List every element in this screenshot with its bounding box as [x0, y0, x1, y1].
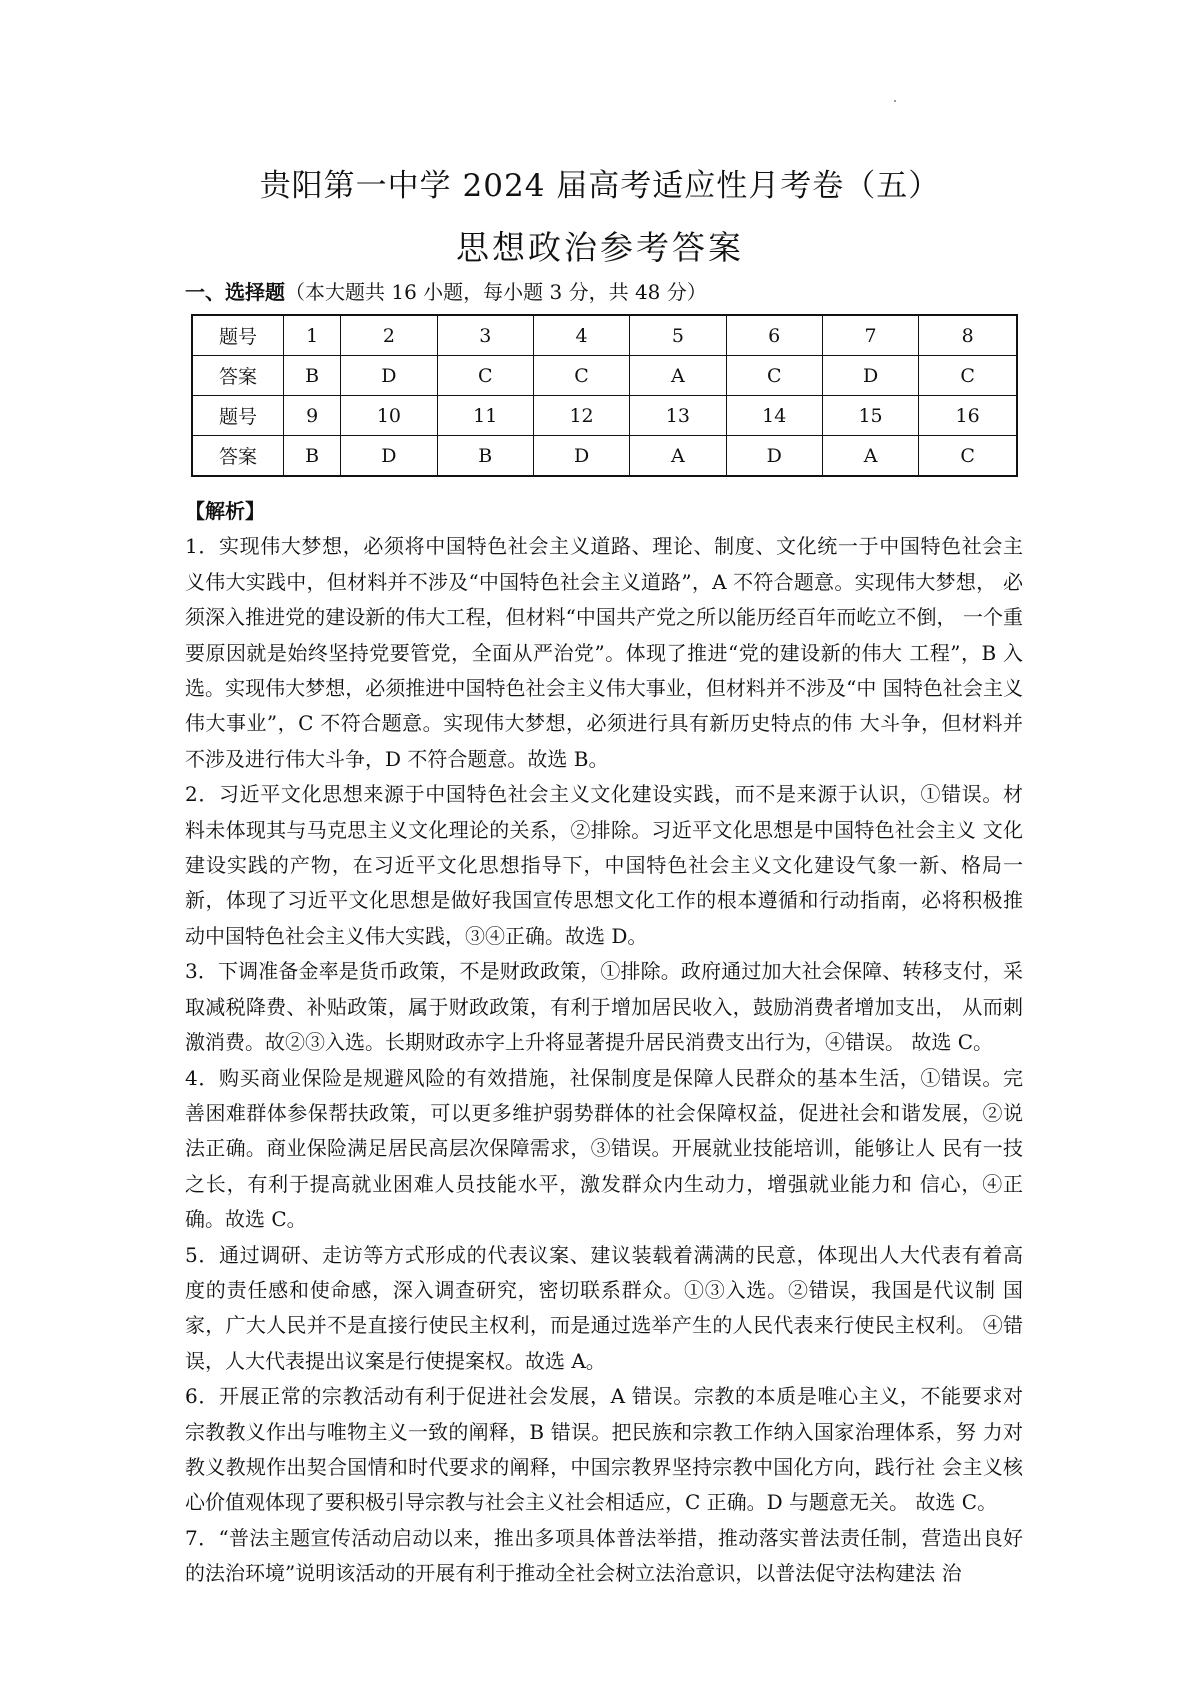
table-cell: D	[341, 356, 437, 396]
analysis-section	[185, 494, 1023, 1592]
analysis-item: 2．习近平文化思想来源于中国特色社会主义文化建设实践，而不是来源于认识，①错误。材 料未体现其与马克思主义文化理论的关系，②排除。习近平文化思想是中国特色社会主义 文化建设实践的产物，在习近平文化思想指导下，中国特色社会主义文化建设气象一新、格局一新，体现了习近平文化思想是做好我国宣传思想文化工作的根本遵循和行动指南，必将积极推动中国特色社会主义伟大实践，③④正确。故选 D。	[185, 782, 1023, 948]
table-cell: 答案	[192, 356, 284, 396]
table-cell: 14	[726, 396, 822, 436]
table-cell: 2	[341, 315, 437, 356]
section-label: 一、选择题	[185, 280, 285, 304]
table-cell: 答案	[192, 436, 284, 477]
scan-speck	[894, 100, 896, 102]
table-cell: D	[341, 436, 437, 477]
page-subtitle: 思想政治参考答案	[456, 228, 744, 267]
table-cell: B	[284, 356, 341, 396]
table-cell: D	[726, 436, 822, 477]
analysis-item: 7．“普法主题宣传活动启动以来，推出多项具体普法举措，推动落实普法责任制，营造出良好的法治环境”说明该活动的开展有利于推动全社会树立法治意识，以普法促守法构建法 治	[185, 1525, 1023, 1586]
analysis-item: 5．通过调研、走访等方式形成的代表议案、建议装载着满满的民意，体现出人大代表有着高 度的责任感和使命感，深入调查研究，密切联系群众。①③入选。②错误，我国是代议制 国家，广大人民并不是直接行使民主权利，而是通过选举产生的人民代表来行使民主权利。 ④错误，人大代表提出议案是行使提案权。故选 A。	[185, 1242, 1023, 1373]
table-cell: 6	[726, 315, 822, 356]
table-cell: 题号	[192, 396, 284, 436]
analysis-item: 6．开展正常的宗教活动有利于促进社会发展，A 错误。宗教的本质是唯心主义，不能要求对 宗教教义作出与唯物主义一致的阐释，B 错误。把民族和宗教工作纳入国家治理体系，努 力对教义教规作出契合国情和时代要求的阐释，中国宗教界坚持宗教中国化方向，践行社 会主义核心价值观体现了要积极引导宗教与社会主义社会相适应，C 正确。D 与题意无关。 故选 C。	[185, 1384, 1023, 1515]
section-note: （本大题共 16 小题，每小题 3 分，共 48 分）	[285, 280, 707, 304]
table-cell: 11	[437, 396, 533, 436]
table-cell: 16	[919, 396, 1017, 436]
table-cell: C	[437, 356, 533, 396]
table-cell: A	[630, 356, 726, 396]
table-row	[192, 436, 1017, 477]
table-cell: 7	[822, 315, 918, 356]
analysis-item: 4．购买商业保险是规避风险的有效措施，社保制度是保障人民群众的基本生活，①错误。完 善困难群体参保帮扶政策，可以更多维护弱势群体的社会保障权益，促进社会和谐发展，②说法正确。商业保险满足居民高层次保障需求，③错误。开展就业技能培训，能够让人 民有一技之长，有利于提高就业困难人员技能水平，激发群众内生动力，增强就业能力和 信心，④正确。故选 C。	[185, 1065, 1023, 1232]
table-row	[192, 396, 1017, 436]
table-cell: 15	[822, 396, 918, 436]
table-cell: 8	[919, 315, 1017, 356]
table-cell: C	[919, 356, 1017, 396]
table-cell: B	[284, 436, 341, 477]
table-cell: C	[533, 356, 629, 396]
table-cell: 5	[630, 315, 726, 356]
page-title: 贵阳第一中学 2024 届高考适应性月考卷（五）	[259, 168, 941, 204]
table-cell: 9	[284, 396, 341, 436]
table-row	[192, 315, 1017, 356]
table-cell: 4	[533, 315, 629, 356]
table-cell: A	[822, 436, 918, 477]
table-row	[192, 356, 1017, 396]
table-cell: C	[919, 436, 1017, 477]
table-cell: D	[533, 436, 629, 477]
analysis-heading: 【解析】	[185, 499, 265, 523]
table-cell: 题号	[192, 315, 284, 356]
analysis-item: 3．下调准备金率是货币政策，不是财政政策，①排除。政府通过加大社会保障、转移支付，采取减税降费、补贴政策，属于财政政策，有利于增加居民收入，鼓励消费者增加支出， 从而刺激消费。故②③入选。长期财政赤字上升将显著提升居民消费支出行为，④错误。 故选 C。	[185, 959, 1023, 1055]
answer-table	[191, 314, 1018, 477]
table-cell: 12	[533, 396, 629, 436]
table-cell: B	[437, 436, 533, 477]
section-heading	[185, 276, 707, 305]
analysis-item: 1．实现伟大梦想，必须将中国特色社会主义道路、理论、制度、文化统一于中国特色社会主 义伟大实践中，但材料并不涉及“中国特色社会主义道路”，A 不符合题意。实现伟大梦想， 必须深入推进党的建设新的伟大工程，但材料“中国共产党之所以能历经百年而屹立不倒， 一个重要原因就是始终坚持党要管党，全面从严治党”。体现了推进“党的建设新的伟大 工程”，B 入选。实现伟大梦想，必须推进中国特色社会主义伟大事业，但材料并不涉及“中 国特色社会主义伟大事业”，C 不符合题意。实现伟大梦想，必须进行具有新历史特点的伟 大斗争，但材料并不涉及进行伟大斗争，D 不符合题意。故选 B。	[185, 534, 1023, 771]
table-cell: 1	[284, 315, 341, 356]
table-cell: D	[822, 356, 918, 396]
table-cell: 10	[341, 396, 437, 436]
table-cell: C	[726, 356, 822, 396]
table-cell: 13	[630, 396, 726, 436]
table-cell: 3	[437, 315, 533, 356]
table-cell: A	[630, 436, 726, 477]
